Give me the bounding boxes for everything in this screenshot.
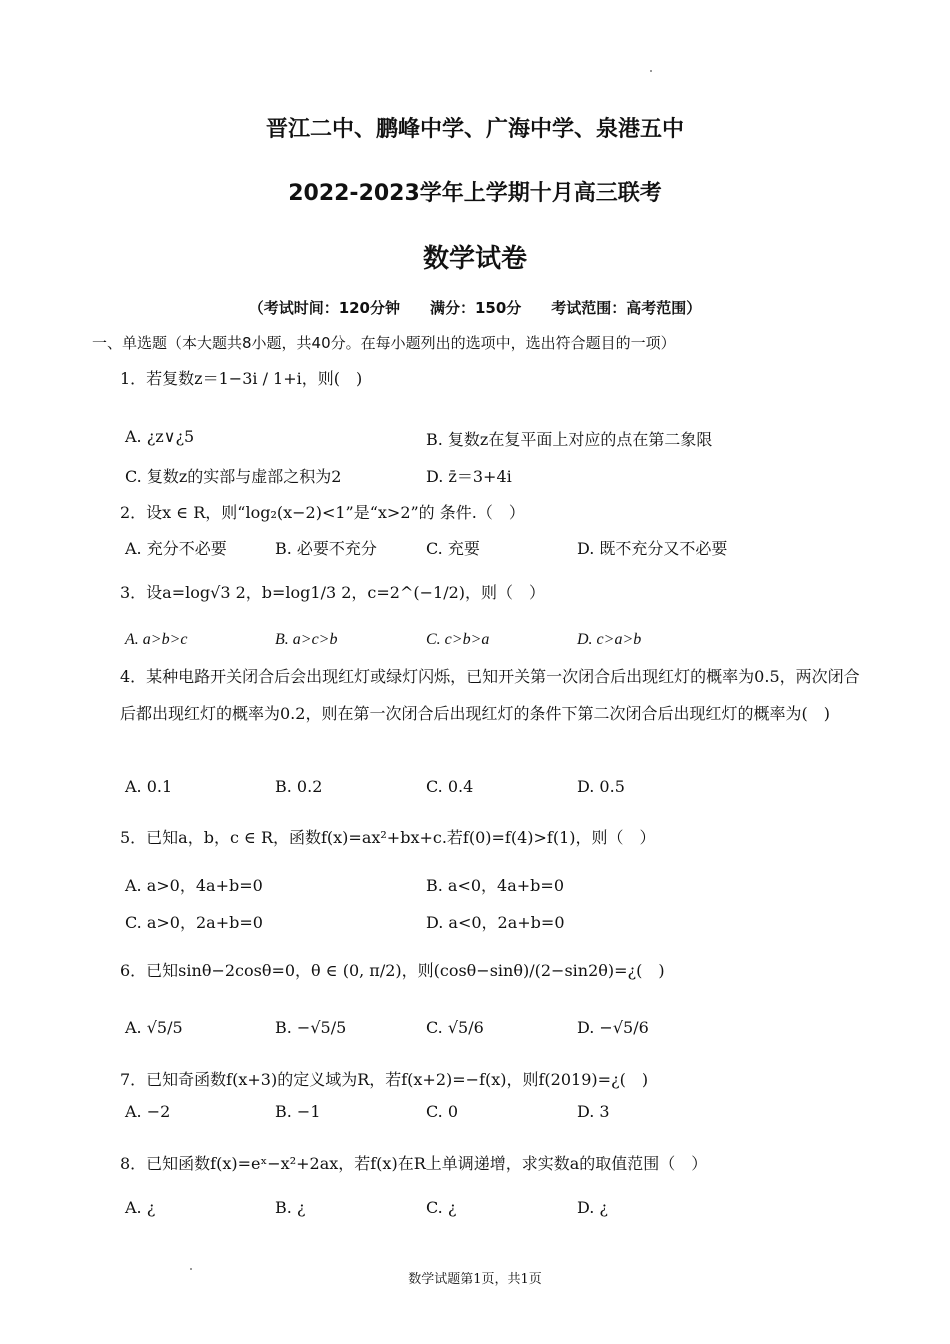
q2-option-d: D. 既不充分又不必要 bbox=[577, 539, 728, 558]
q4-option-b: B. 0.2 bbox=[275, 777, 323, 796]
q3-option-a: A. a>b>c bbox=[125, 631, 188, 648]
q7-option-a: A. −2 bbox=[125, 1102, 171, 1121]
q3-option-d: D. c>a>b bbox=[577, 631, 642, 648]
q5-option-c: C. a>0，2a+b=0 bbox=[125, 913, 263, 932]
q2-option-a: A. 充分不必要 bbox=[125, 539, 227, 558]
section-heading: 一、单选题（本大题共8小题，共40分。在每小题列出的选项中，选出符合题目的一项） bbox=[92, 334, 676, 352]
question-5: 5．已知a，b，c ∈ R，函数f(x)=ax²+bx+c.若f(0)=f(4)>f(1)，则（ ） bbox=[120, 828, 656, 847]
q3-option-b: B. a>c>b bbox=[275, 631, 338, 648]
q1-option-d: D. z̄＝3+4i bbox=[426, 467, 512, 486]
q1-option-c: C. 复数z的实部与虚部之积为2 bbox=[125, 467, 342, 486]
question-1: 1．若复数z＝1−3i / 1+i，则( ) bbox=[120, 369, 363, 388]
q6-option-a: A. √5/5 bbox=[125, 1018, 183, 1037]
q5-option-a: A. a>0，4a+b=0 bbox=[125, 876, 263, 895]
q8-option-c: C. ¿ bbox=[426, 1198, 457, 1217]
question-8: 8．已知函数f(x)=eˣ−x²+2ax，若f(x)在R上单调递增，求实数a的取值范围（ ） bbox=[120, 1154, 708, 1173]
q4-option-c: C. 0.4 bbox=[426, 777, 474, 796]
exam-title: 2022-2023学年上学期十月高三联考 bbox=[288, 181, 662, 206]
question-6: 6．已知sinθ−2cosθ=0，θ ∈ (0, π/2)，则(cosθ−sinθ)/(2−sin2θ)=¿( ) bbox=[120, 961, 665, 980]
page-footer: 数学试题第1页，共1页 bbox=[408, 1272, 542, 1287]
q3-option-c: C. c>b>a bbox=[426, 631, 490, 648]
q7-option-b: B. −1 bbox=[275, 1102, 321, 1121]
question-3: 3．设a=log√3 2，b=log1/3 2，c=2^(−1/2)，则（ ） bbox=[120, 583, 546, 602]
q8-option-b: B. ¿ bbox=[275, 1198, 306, 1217]
q4-option-d: D. 0.5 bbox=[577, 777, 625, 796]
q2-option-b: B. 必要不充分 bbox=[275, 539, 377, 558]
exam-info: （考试时间：120分钟 满分：150分 考试范围：高考范围） bbox=[248, 299, 702, 317]
q6-option-b: B. −√5/5 bbox=[275, 1018, 347, 1037]
q2-option-c: C. 充要 bbox=[426, 539, 480, 558]
q6-option-d: D. −√5/6 bbox=[577, 1018, 649, 1037]
q4-option-a: A. 0.1 bbox=[125, 777, 173, 796]
q7-option-c: C. 0 bbox=[426, 1102, 459, 1121]
subject-title: 数学试卷 bbox=[422, 244, 527, 274]
question-2: 2．设x ∈ R，则“log₂(x−2)<1”是“x>2”的 条件.（ ） bbox=[120, 503, 525, 522]
question-4: 4．某种电路开关闭合后会出现红灯或绿灯闪烁，已知开关第一次闭合后出现红灯的概率为0.5，两次闭合后都出现红灯的概率为0.2，则在第一次闭合后出现红灯的条件下第二次闭合后出现红灯的概率为( ) bbox=[120, 667, 860, 723]
q1-option-b: B. 复数z在复平面上对应的点在第二象限 bbox=[426, 430, 713, 449]
school-names: 晋江二中、鹏峰中学、广海中学、泉港五中 bbox=[265, 117, 684, 142]
q8-option-a: A. ¿ bbox=[125, 1198, 156, 1217]
question-7: 7．已知奇函数f(x+3)的定义域为R，若f(x+2)=−f(x)，则f(2019)=¿( ) bbox=[120, 1070, 649, 1089]
q1-option-a: A. ¿z∨¿5 bbox=[125, 427, 195, 446]
q8-option-d: D. ¿ bbox=[577, 1198, 609, 1217]
scan-dot bbox=[650, 70, 652, 72]
q5-option-d: D. a<0，2a+b=0 bbox=[426, 913, 565, 932]
q5-option-b: B. a<0，4a+b=0 bbox=[426, 876, 565, 895]
q7-option-d: D. 3 bbox=[577, 1102, 610, 1121]
q6-option-c: C. √5/6 bbox=[426, 1018, 484, 1037]
